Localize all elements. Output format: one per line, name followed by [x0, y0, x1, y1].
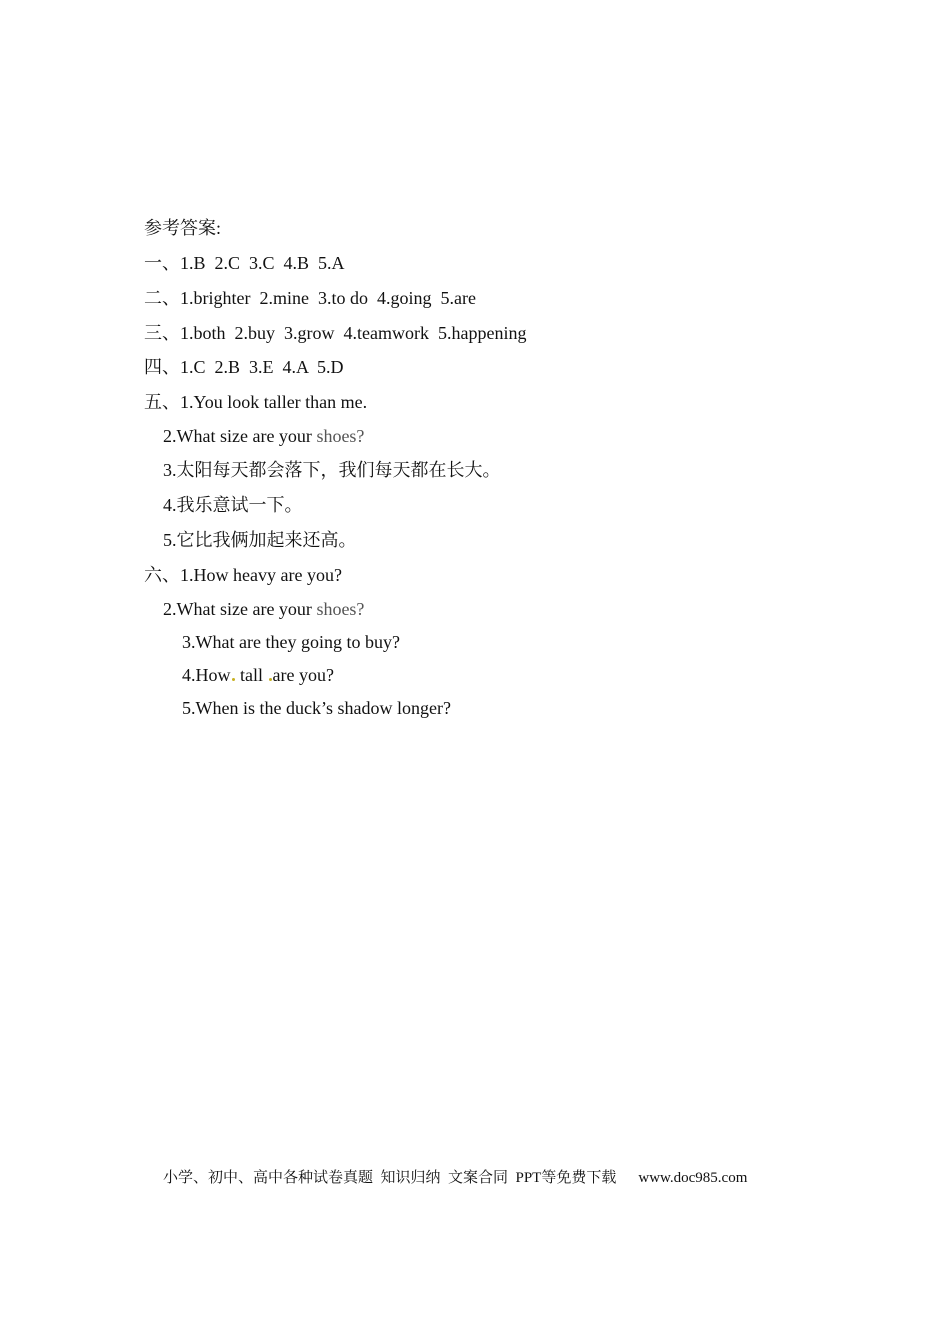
section-6	[144, 564, 342, 586]
answer-item: 1.How heavy are you?	[180, 565, 342, 585]
section-label: 四、	[144, 357, 180, 377]
answer-item	[182, 664, 334, 686]
answer-text-tail: shoes?	[316, 426, 365, 446]
annotation-dot	[269, 678, 272, 681]
section-label: 二、	[144, 288, 180, 308]
answer-item	[163, 425, 364, 447]
section-label: 三、	[144, 323, 180, 343]
answer-text: tall	[240, 665, 263, 685]
answer-text: 4.How	[182, 665, 231, 685]
section-2	[144, 287, 476, 309]
answer-text: 2.What size are your	[163, 426, 312, 446]
answer-text: are you?	[272, 665, 334, 685]
section-label: 一、	[144, 253, 180, 273]
footer-link[interactable]: www.doc985.com	[638, 1170, 748, 1186]
section-4	[144, 356, 344, 378]
section-1	[144, 252, 345, 274]
section-answers: 1.C 2.B 3.E 4.A 5.D	[180, 357, 344, 377]
answer-item: 5.When is the duck’s shadow longer?	[182, 698, 451, 718]
section-3	[144, 322, 526, 344]
section-label: 六、	[144, 565, 180, 585]
section-answers: 1.brighter 2.mine 3.to do 4.going 5.are	[180, 288, 476, 308]
answer-item	[163, 598, 364, 620]
answer-item: 3.太阳每天都会落下，我们每天都在长大。	[163, 460, 501, 480]
section-5	[144, 391, 367, 413]
section-answers: 1.B 2.C 3.C 4.B 5.A	[180, 253, 345, 273]
answer-item: 4.我乐意试一下。	[163, 495, 303, 515]
answer-item: 1.You look taller than me.	[180, 392, 368, 412]
answer-item: 5.它比我俩加起来还高。	[163, 530, 357, 550]
answer-text: 2.What size are your	[163, 599, 312, 619]
page-footer	[163, 1168, 747, 1188]
section-label: 五、	[144, 392, 180, 412]
answer-text-tail: shoes?	[316, 599, 365, 619]
section-answers: 1.both 2.buy 3.grow 4.teamwork 5.happening	[180, 323, 527, 343]
footer-text: 小学、初中、高中各种试卷真题 知识归纳 文案合同 PPT等免费下载	[163, 1170, 617, 1186]
annotation-dot	[232, 678, 235, 681]
page-heading: 参考答案:	[144, 218, 222, 238]
answer-item: 3.What are they going to buy?	[182, 632, 400, 652]
